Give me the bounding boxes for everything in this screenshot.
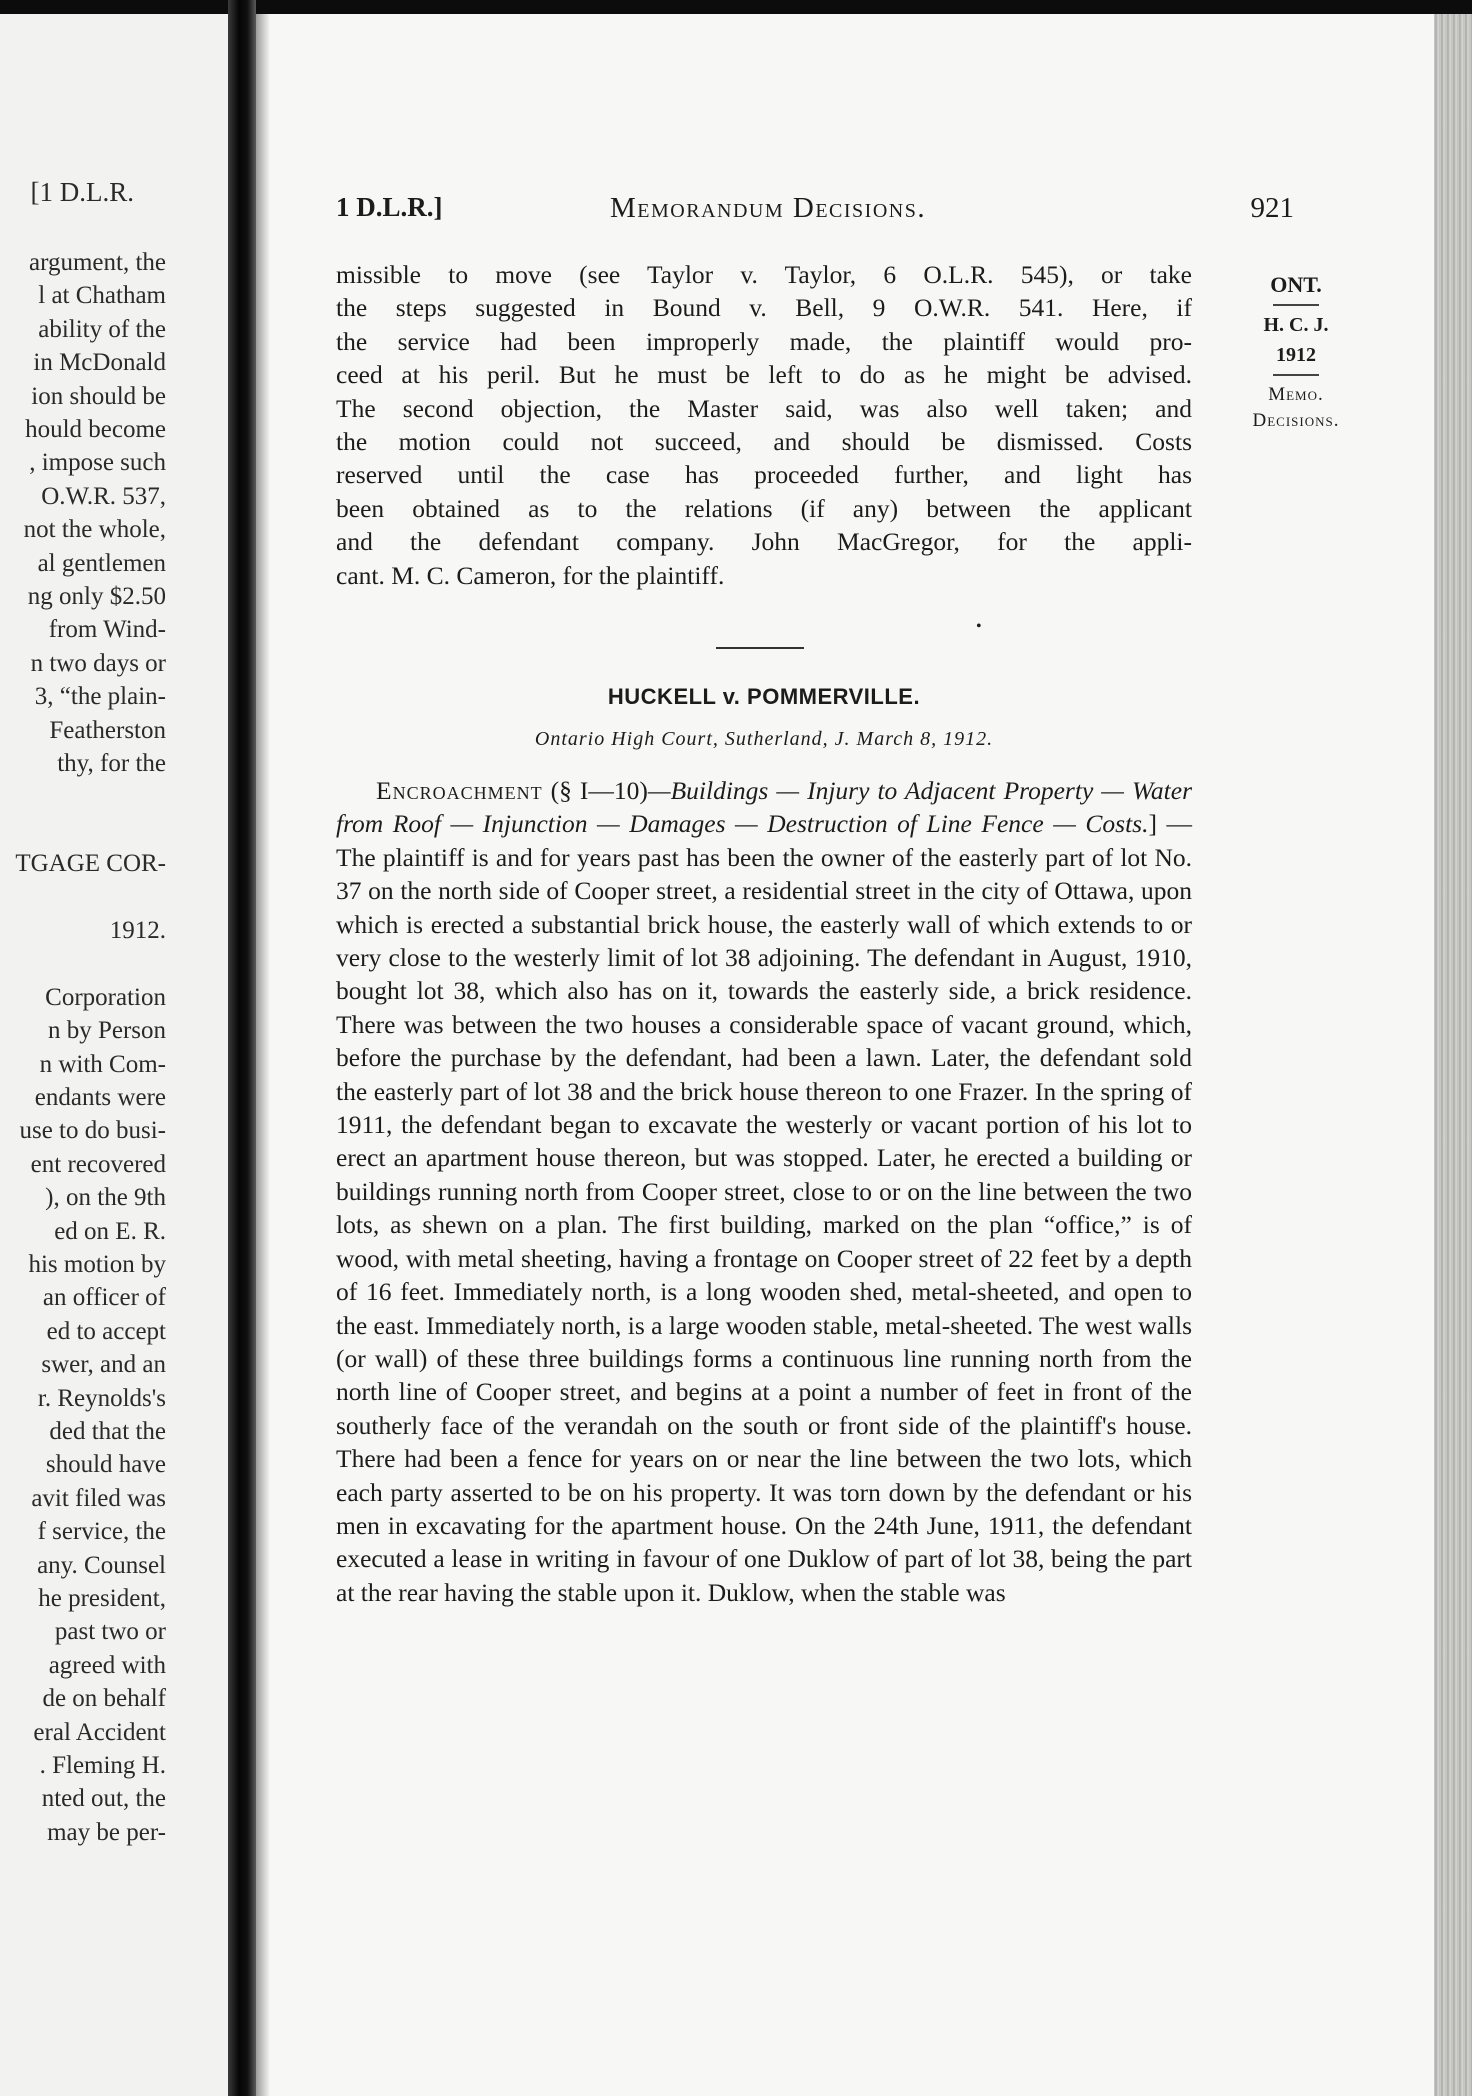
- left-page-header: [1 D.L.R.: [30, 177, 134, 207]
- left-page-line: agreed with: [48, 1651, 166, 1679]
- running-head-title: Memorandum Decisions.: [610, 192, 927, 224]
- case-one-line: and the defendant company. John MacGregor, for the appli-: [336, 527, 1192, 557]
- section-divider: [716, 647, 804, 649]
- margin-year: 1912: [1276, 344, 1316, 366]
- left-page-line: ed to accept: [46, 1317, 166, 1345]
- left-page-line: his motion by: [28, 1251, 166, 1278]
- left-page-line: ent recovered: [30, 1150, 166, 1178]
- left-page-line: he president,: [38, 1585, 166, 1612]
- margin-label-memo: Memo.: [1268, 384, 1324, 405]
- left-page-line: , impose such: [29, 449, 166, 477]
- marginal-note: [1206, 270, 1386, 434]
- left-page-line: ng only $2.50: [27, 583, 166, 610]
- left-page-line: r. Reynolds's: [37, 1384, 166, 1412]
- case-one-line: missible to move (see Taylor v. Taylor, 6 O.L.R. 545), or take: [336, 260, 1192, 289]
- left-page-line: 3, “the plain-: [34, 683, 166, 711]
- left-page-line: ed on E. R.: [54, 1217, 166, 1245]
- case-one-line: been obtained as to the relations (if any) between the applicant: [336, 493, 1192, 523]
- left-page-line: ), on the 9th: [45, 1184, 166, 1212]
- left-page-line: al gentlemen: [37, 549, 166, 577]
- left-page-line: in McDonald: [33, 349, 166, 377]
- page-edge-stack: [1434, 14, 1472, 2096]
- left-page-line: argument, the: [29, 249, 166, 276]
- left-page-line: Featherston: [49, 716, 166, 744]
- case-one-line: The second objection, the Master said, was also well taken; and: [336, 393, 1192, 423]
- margin-province: ONT.: [1270, 272, 1322, 297]
- left-page-line: . Fleming H.: [39, 1752, 166, 1779]
- left-page-line: de on behalf: [42, 1685, 166, 1713]
- margin-rule: [1273, 304, 1319, 306]
- margin-court: H. C. J.: [1263, 314, 1329, 336]
- left-page-line: from Wind-: [48, 616, 166, 644]
- book-spine: [228, 0, 256, 2096]
- left-page-line: avit filed was: [31, 1484, 166, 1512]
- running-head-volume: 1 D.L.R.]: [336, 192, 443, 222]
- left-page-line: O.W.R. 537,: [41, 482, 166, 510]
- case-one-line: the service had been improperly made, the plaintiff would pro-: [336, 326, 1192, 356]
- left-page-line: eral Accident: [33, 1718, 166, 1746]
- left-page-line: should have: [45, 1451, 166, 1479]
- case-one-line: the steps suggested in Bound v. Bell, 9 O.W.R. 541. Here, if: [336, 293, 1192, 323]
- left-page-line: thy, for the: [57, 750, 166, 777]
- case-two-text: [336, 774, 1192, 1609]
- margin-label-decisions: Decisions.: [1252, 410, 1340, 431]
- left-page-line: n by Person: [47, 1017, 166, 1045]
- left-page-line: not the whole,: [23, 516, 166, 544]
- ink-speck: •: [976, 618, 982, 635]
- left-page-line: ability of the: [38, 315, 166, 343]
- headnote-paragraph: [336, 774, 1192, 1609]
- left-page-line: any. Counsel: [37, 1551, 166, 1579]
- page-number: 921: [1250, 192, 1294, 224]
- left-page-line: nted out, the: [41, 1785, 166, 1813]
- left-page-line: an officer of: [42, 1284, 166, 1312]
- left-page-line: hould become: [25, 416, 166, 443]
- left-page-line: ded that the: [49, 1418, 166, 1445]
- court-line: Ontario High Court, Sutherland, J. March 8, 1912.: [534, 728, 994, 750]
- case-title: HUCKELL v. POMMERVILLE.: [607, 684, 921, 709]
- left-page-line: l at Chatham: [38, 282, 166, 310]
- headnote-ref: (§ I—10): [550, 776, 648, 805]
- left-page-line: ion should be: [31, 382, 166, 410]
- headnote-label: Encroachment: [376, 776, 543, 805]
- left-page-line: n with Com-: [39, 1050, 166, 1078]
- left-page-line: 1912.: [109, 917, 166, 944]
- right-page: [270, 14, 1434, 2096]
- left-page-line: Corporation: [45, 983, 166, 1011]
- case-one-line: cant. M. C. Cameron, for the plaintiff.: [336, 560, 725, 590]
- case-one-line: reserved until the case has proceeded further, and light has: [336, 460, 1192, 490]
- left-page-fragment: [0, 14, 228, 2096]
- left-page-line: swer, and an: [41, 1351, 166, 1379]
- left-page-line: past two or: [54, 1618, 166, 1646]
- page-gutter: [256, 14, 270, 2096]
- case-body: ] — The plaintiff is and for years past has been the owner of the easterly part of lot No. 37 on the north side of Cooper street, a residential street in the city of Ottawa, upon which is erected a substantial brick house, the easterly wall of which extends to or very close to the westerly limit of lot 38 adjoining. The defendant in August, 1910, bought lot 38, which also has on it, towards the easterly side, a brick residence. There was between the two houses a considerable space of vacant ground, which, before the purchase by the defendant, had been a lawn. Later, the defendant sold the easterly part of lot 38 and the brick house thereon to one Frazer. In the spring of 1911, the defendant began to excavate the westerly or vacant portion of his lot to erect an apartment house thereon, but was stopped. Later, he erected a building or buildings running north from Cooper street, close to or on the line between the two lots, as shewn on a plan. The first building, marked on the plan “office,” is of wood, with metal sheeting, having a frontage on Cooper street of 22 feet by a depth of 16 feet. Immediately north, is a long wooden shed, metal-sheeted, and open to the east. Immediately north, is a large wooden stable, metal-sheeted. The west walls (or wall) of these three buildings forms a continuous line running north from the north line of Cooper street, and begins at a point a number of feet in front of the southerly face of the verandah on the south or front side of the plaintiff's house. There had been a fence for years on or near the line between the two lots, which each party asserted to be on his property. It was torn down by the defendant or his men in excavating for the apartment house. On the 24th June, 1911, the defendant executed a lease in writing in favour of one Duklow of part of lot 38, being the part at the rear having the stable upon it. Duklow, when the stable was: [336, 809, 1193, 1607]
- left-page-line: n two days or: [30, 649, 166, 677]
- margin-rule: [1273, 374, 1319, 376]
- headnote-keywords: —Buildings — Injury to Adjacent Property — Water from Roof — Injunction — Damages — Destruction of Line Fence — Costs.: [336, 776, 1193, 839]
- left-page-line: TGAGE COR-: [15, 850, 166, 878]
- left-page-line: use to do busi-: [19, 1117, 166, 1145]
- case-one-line: ceed at his peril. But he must be left to do as he might be advised.: [336, 360, 1192, 390]
- left-page-line: f service, the: [37, 1518, 166, 1546]
- case-one-text: [336, 258, 1192, 592]
- scan-top-border: [0, 0, 1472, 14]
- left-page-line: may be per-: [47, 1818, 166, 1846]
- case-one-line: the motion could not succeed, and should be dismissed. Costs: [336, 427, 1192, 457]
- left-page-line: endants were: [34, 1084, 166, 1111]
